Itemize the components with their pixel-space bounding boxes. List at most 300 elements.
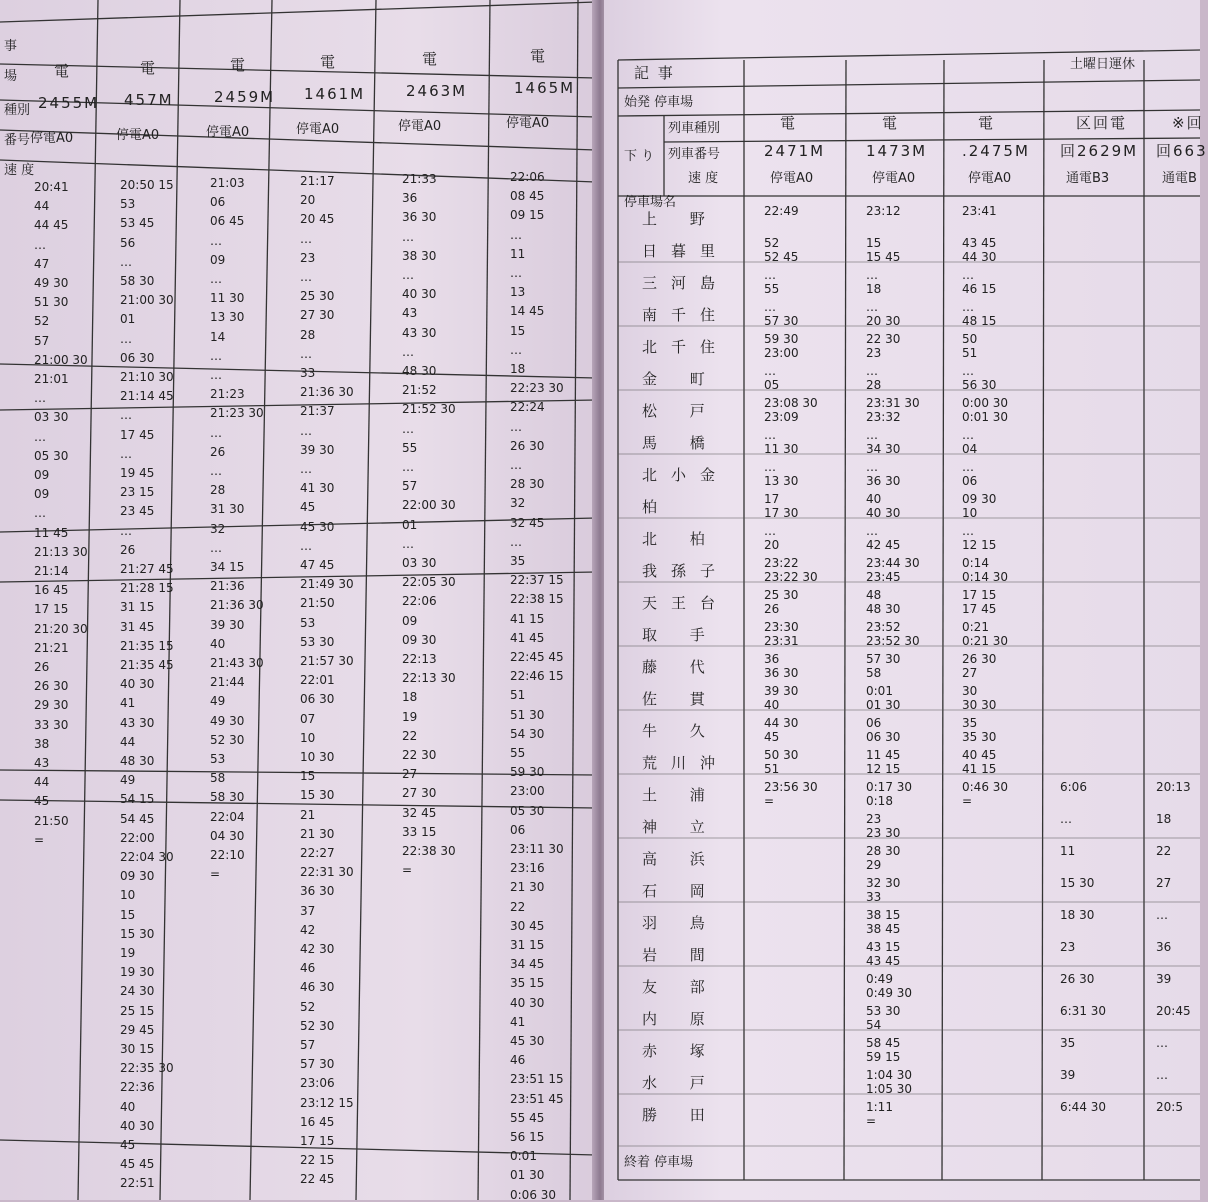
time-cell: 32 30 (866, 876, 901, 890)
time-cell: 18 30 (1060, 908, 1095, 922)
time-cell: 17 15 (300, 1134, 335, 1148)
left-header-label: 場 (4, 69, 18, 84)
time-cell: 39 30 (210, 617, 245, 632)
station-name: 天王台 (642, 594, 730, 612)
time-cell: … (402, 268, 414, 282)
time-cell: 40 30 (120, 1118, 155, 1133)
time-cell: 23:12 (866, 204, 901, 218)
time-cell: 06 (510, 822, 526, 837)
station-name: 日暮里 (642, 242, 730, 260)
time-cell: 51 30 (34, 295, 69, 310)
time-cell: 33 (866, 890, 882, 904)
time-cell: 23 30 (866, 826, 901, 840)
time-cell: 53 (300, 615, 316, 630)
time-cell: 22 (402, 728, 418, 743)
station-name: 内 原 (642, 1010, 719, 1028)
time-cell: 56 30 (962, 378, 997, 392)
time-cell: 1:05 30 (866, 1082, 913, 1096)
time-cell: 32 (510, 496, 526, 511)
time-cell: 52 (34, 314, 50, 329)
train-number: 2463M (406, 82, 468, 100)
time-cell: 20 (764, 538, 780, 552)
train-speed: 停電A0 (30, 131, 74, 146)
time-cell: 10 (120, 888, 136, 903)
time-cell: 57 (402, 479, 418, 494)
time-cell: 26 (34, 660, 50, 674)
time-cell: 26 (764, 602, 780, 616)
time-cell: 22:06 (510, 170, 545, 184)
time-cell: 22:13 30 (402, 671, 456, 686)
time-cell: 53 30 (300, 634, 335, 649)
time-cell: 13 30 (210, 310, 245, 325)
time-cell: 21 (300, 807, 316, 822)
time-cell: 43 45 (962, 236, 997, 250)
time-cell: 34 30 (866, 442, 901, 456)
time-cell: 21:14 (34, 564, 69, 578)
train-number: 2471M (764, 142, 826, 160)
train-speed: 停電A0 (506, 116, 550, 131)
time-cell: 32 45 (510, 515, 545, 530)
time-cell: 10 30 (300, 750, 335, 764)
time-cell: 41 15 (962, 762, 997, 776)
time-cell: 28 (300, 327, 316, 342)
time-cell: 46 30 (300, 980, 335, 995)
time-cell: 55 (402, 440, 418, 455)
time-cell: 22 (1156, 844, 1172, 858)
train-type: 電 (780, 114, 798, 132)
time-cell: … (300, 346, 312, 361)
time-cell: 44 45 (34, 218, 69, 233)
origin-label: 始発 停車場 (624, 95, 694, 110)
time-cell: 0:00 30 (962, 396, 1009, 410)
time-cell: 24 30 (120, 984, 155, 999)
time-cell: 49 30 (210, 713, 245, 728)
time-cell: 35 (1060, 1036, 1076, 1050)
time-cell: … (866, 524, 878, 538)
time-cell: 53 (120, 197, 136, 212)
time-cell: 08 45 (510, 189, 545, 204)
time-cell: … (1156, 1036, 1168, 1050)
train-type: ※回 (1172, 114, 1204, 132)
time-cell: 38 15 (866, 908, 901, 922)
train-number: 回2629M (1060, 142, 1139, 160)
time-cell: 38 45 (866, 922, 901, 936)
time-cell: 47 (34, 256, 50, 271)
station-name: 神 立 (642, 818, 719, 836)
time-cell: 36 (1156, 940, 1172, 954)
station-column-label: 停車場名 (624, 195, 677, 210)
time-cell: 22:04 30 (120, 850, 174, 864)
time-cell: 22:27 (300, 846, 335, 860)
time-cell: 22:35 30 (120, 1061, 174, 1076)
time-cell: 0:17 30 (866, 780, 913, 794)
time-cell: 23:00 (510, 784, 545, 799)
time-cell: 31 15 (120, 600, 155, 615)
time-cell: 48 30 (120, 754, 155, 768)
time-cell: 21:33 (402, 172, 437, 186)
time-cell: 55 45 (510, 1110, 545, 1125)
time-cell: 41 45 (510, 630, 545, 645)
station-name: 荒川沖 (642, 754, 730, 772)
time-cell: 57 (300, 1038, 316, 1052)
time-cell: 11 45 (866, 748, 901, 762)
time-cell: 6:44 30 (1060, 1100, 1107, 1114)
time-cell: 45 (120, 1138, 136, 1152)
time-cell: 36 30 (300, 884, 335, 899)
time-cell: 29 30 (34, 698, 69, 713)
time-cell: 47 45 (300, 558, 335, 572)
time-cell: 23:56 30 (764, 780, 818, 794)
time-cell: … (34, 429, 46, 444)
time-cell: 23:09 (764, 410, 799, 424)
time-cell: 22:38 30 (402, 844, 456, 858)
time-cell: 46 (510, 1053, 526, 1068)
time-cell: = (866, 1114, 877, 1128)
time-cell: 40 45 (962, 748, 997, 762)
time-cell: 49 30 (34, 276, 69, 290)
time-cell: 23 15 (120, 485, 155, 500)
time-cell: 26 (120, 542, 136, 557)
time-cell: … (962, 364, 974, 378)
time-cell: … (866, 460, 878, 474)
time-cell: … (962, 268, 974, 282)
right-page (604, 0, 1208, 1200)
time-cell: 36 30 (866, 474, 901, 488)
train-speed: 通電B3 (1066, 171, 1110, 186)
time-cell: 21:00 30 (120, 293, 174, 308)
time-cell: 36 (402, 191, 418, 206)
time-cell: 23:16 (510, 861, 545, 876)
time-cell: 22:24 (510, 400, 545, 415)
time-cell: … (510, 458, 522, 472)
time-cell: 41 15 (510, 611, 545, 626)
train-number: 1465M (514, 79, 576, 97)
time-cell: 15 (120, 907, 136, 922)
time-cell: 59 30 (510, 765, 545, 780)
time-cell: 30 30 (962, 698, 997, 712)
time-cell: 15 (866, 236, 882, 250)
time-cell: 21:23 30 (210, 406, 264, 421)
time-cell: … (300, 462, 312, 476)
time-cell: 52 30 (210, 732, 245, 747)
time-cell: 23:06 (300, 1076, 335, 1091)
time-cell: 22:38 15 (510, 592, 564, 607)
time-cell: … (34, 391, 46, 406)
time-cell: 57 30 (300, 1057, 335, 1072)
train-type: 電 (978, 114, 996, 132)
time-cell: … (764, 268, 776, 282)
time-cell: 1:04 30 (866, 1068, 913, 1082)
time-cell: 14 45 (510, 304, 545, 319)
time-cell: … (764, 364, 776, 378)
time-cell: 21:13 30 (34, 544, 88, 559)
time-cell: 27 30 (402, 786, 437, 801)
time-cell: 40 (764, 698, 780, 712)
time-cell: 45 30 (510, 1034, 545, 1048)
time-cell: 21:50 (34, 813, 69, 828)
time-cell: 28 30 (510, 477, 545, 492)
time-cell: 45 45 (120, 1157, 155, 1172)
time-cell: 39 (1060, 1068, 1076, 1082)
time-cell: … (210, 368, 222, 382)
time-cell: 48 (866, 588, 882, 602)
time-cell: 53 45 (120, 216, 155, 231)
time-cell: 48 30 (866, 602, 901, 616)
time-cell: 17 15 (962, 588, 997, 602)
time-cell: 43 45 (866, 954, 901, 968)
station-name: 三河島 (642, 274, 730, 292)
time-cell: … (510, 534, 522, 549)
time-cell: 21:00 30 (34, 352, 88, 367)
time-cell: 23:41 (962, 204, 997, 218)
train-speed: 停電A0 (872, 171, 916, 186)
time-cell: 45 (764, 730, 780, 744)
train-type: 電 (140, 59, 158, 77)
time-cell: 43 15 (866, 940, 901, 954)
station-name: 松 戸 (642, 402, 719, 420)
time-cell: 51 (764, 762, 780, 776)
time-cell: 39 30 (300, 442, 335, 457)
time-cell: 39 (1156, 972, 1172, 986)
station-name: 赤 塚 (642, 1042, 719, 1060)
time-cell: 45 30 (300, 519, 335, 534)
time-cell: 21:36 (210, 579, 245, 594)
time-cell: 17 15 (34, 602, 69, 617)
time-cell: 21:36 30 (300, 385, 354, 400)
time-cell: 36 30 (402, 210, 437, 225)
time-cell: 21:23 (210, 387, 245, 402)
time-cell: 42 45 (866, 538, 901, 552)
time-cell: 09 30 (120, 869, 155, 884)
time-cell: … (1060, 812, 1072, 826)
time-cell: 29 (866, 858, 882, 872)
time-cell: 04 30 (210, 828, 245, 843)
time-cell: 34 15 (210, 560, 245, 574)
train-number: 1473M (866, 142, 928, 160)
time-cell: 20 (300, 193, 316, 208)
time-cell: 56 (120, 235, 136, 250)
station-name: 柏 (642, 498, 672, 516)
station-name: 取 手 (642, 626, 719, 644)
time-cell: … (402, 460, 414, 474)
time-cell: 59 15 (866, 1050, 901, 1064)
time-cell: 35 15 (510, 976, 545, 991)
train-type: 電 (882, 114, 900, 132)
time-cell: 21:03 (210, 176, 245, 190)
time-cell: 22 30 (866, 332, 901, 346)
time-cell: 23:44 30 (866, 556, 920, 570)
time-cell: 22:10 (210, 848, 245, 862)
time-cell: 48 30 (402, 364, 437, 378)
station-name: 藤 代 (642, 658, 719, 676)
train-type: 電 (530, 47, 548, 65)
time-cell: 26 30 (510, 438, 545, 453)
time-cell: 0:49 (866, 972, 893, 986)
time-cell: … (962, 428, 974, 442)
time-cell: 0:21 (962, 620, 989, 634)
time-cell: … (402, 536, 414, 551)
time-cell: 52 (764, 236, 780, 250)
time-cell: … (210, 272, 222, 286)
time-cell: 26 (210, 444, 226, 459)
time-cell: 21:28 15 (120, 581, 174, 596)
time-cell: 23:08 30 (764, 396, 818, 410)
left-header-label: 事 (4, 39, 18, 54)
left-header-label: 速 度 (4, 163, 35, 178)
time-cell: 23 (1060, 940, 1076, 954)
time-cell: 03 30 (402, 556, 437, 570)
time-cell: 6:06 (1060, 780, 1087, 794)
time-cell: 11 30 (764, 442, 799, 456)
time-cell: 43 (402, 306, 418, 321)
time-cell: 20:50 15 (120, 178, 174, 192)
time-cell: 21:17 (300, 174, 335, 188)
time-cell: 06 30 (866, 730, 901, 744)
station-name: 土 浦 (642, 786, 719, 804)
time-cell: 16 45 (300, 1114, 335, 1129)
time-cell: 23:00 (764, 346, 799, 360)
time-cell: 40 30 (120, 677, 155, 692)
time-cell: 16 45 (34, 583, 69, 598)
time-cell: 22:49 (764, 204, 799, 218)
time-cell: 21:20 30 (34, 621, 88, 636)
time-cell: 23:12 15 (300, 1095, 354, 1110)
train-type: 電 (230, 56, 248, 74)
time-cell: 35 (962, 716, 978, 730)
time-cell: 54 (866, 1018, 882, 1032)
time-cell: 43 30 (120, 715, 155, 730)
time-cell: 01 (120, 312, 136, 327)
time-cell: 21:36 30 (210, 598, 264, 613)
time-cell: 06 (866, 716, 882, 730)
time-cell: 46 15 (962, 282, 997, 296)
time-cell: 30 (962, 684, 978, 698)
time-cell: 32 (210, 521, 226, 536)
time-cell: … (120, 331, 132, 346)
train-type: 電 (422, 50, 440, 68)
time-cell: 23:30 (764, 620, 799, 634)
time-cell: 25 30 (300, 289, 335, 304)
time-cell: 22 15 (300, 1153, 335, 1168)
time-cell: 57 (34, 333, 50, 348)
time-cell: … (1156, 908, 1168, 922)
time-cell: 22:04 (210, 809, 245, 824)
terminal-label: 終着 停車場 (624, 1155, 694, 1170)
time-cell: 36 (764, 652, 780, 666)
time-cell: 22:36 (120, 1080, 155, 1095)
time-cell: 30 45 (510, 918, 545, 933)
time-cell: … (34, 506, 46, 521)
time-cell: 28 30 (866, 844, 901, 858)
station-name: 牛 久 (642, 722, 719, 740)
time-cell: … (764, 428, 776, 442)
time-cell: 31 45 (120, 619, 155, 634)
time-cell: 09 (34, 468, 50, 482)
time-cell: 40 30 (510, 995, 545, 1010)
time-cell: 12 15 (962, 538, 997, 552)
time-cell: 10 (300, 730, 316, 745)
time-cell: 15 (300, 769, 316, 784)
time-cell: 23:31 30 (866, 396, 920, 410)
time-cell: 40 30 (402, 287, 437, 302)
time-cell: 26 30 (1060, 972, 1095, 986)
time-cell: 23:45 (866, 570, 901, 584)
time-cell: 57 30 (866, 652, 901, 666)
time-cell: 22:00 30 (402, 498, 456, 513)
time-cell: 06 30 (120, 350, 155, 365)
train-number: .2475M (962, 142, 1030, 160)
time-cell: … (300, 270, 312, 284)
time-cell: 43 (34, 756, 50, 770)
station-name: 我孫子 (642, 562, 730, 580)
time-cell: 58 (210, 771, 226, 786)
time-cell: 20 45 (300, 212, 335, 227)
time-cell: 40 (210, 636, 226, 651)
time-cell: 23 (866, 346, 882, 360)
time-cell: 15 30 (300, 788, 335, 803)
station-name: 南千住 (642, 306, 730, 324)
time-cell: 10 (962, 506, 978, 520)
time-cell: … (1156, 1068, 1168, 1082)
time-cell: 27 (1156, 876, 1172, 890)
time-cell: … (866, 300, 878, 314)
time-cell: 52 45 (764, 250, 799, 264)
time-cell: 21:50 (300, 596, 335, 611)
time-cell: 17 45 (120, 427, 155, 442)
time-cell: 15 30 (1060, 876, 1095, 890)
train-speed: 停電A0 (206, 125, 250, 140)
time-cell: 12 15 (866, 762, 901, 776)
time-cell: 09 (402, 613, 418, 628)
time-cell: 22:37 15 (510, 573, 564, 588)
time-cell: … (866, 364, 878, 378)
time-cell: 58 30 (210, 790, 245, 805)
time-cell: 22:46 15 (510, 669, 564, 684)
time-cell: 44 (34, 199, 50, 214)
time-cell: … (120, 523, 132, 538)
time-cell: 0:14 (962, 556, 989, 570)
time-cell: … (210, 425, 222, 440)
time-cell: 38 (34, 736, 50, 751)
station-name: 馬 橋 (642, 434, 719, 452)
time-cell: … (962, 460, 974, 474)
station-name: 佐 貫 (642, 690, 719, 708)
time-cell: 13 (510, 285, 526, 300)
time-cell: 21:01 (34, 372, 69, 386)
time-cell: 59 30 (764, 332, 799, 346)
time-cell: 19 (402, 709, 418, 724)
train-type: 区回電 (1076, 114, 1128, 132)
time-cell: 55 (764, 282, 780, 296)
time-cell: 33 (300, 366, 316, 380)
speed-label: 速 度 (688, 171, 719, 186)
time-cell: 21 30 (300, 826, 335, 841)
time-cell: 27 (962, 666, 978, 680)
station-name: 高 浜 (642, 850, 719, 868)
time-cell: 09 (34, 487, 50, 502)
time-cell: 38 30 (402, 248, 437, 263)
time-cell: 05 30 (34, 448, 69, 463)
time-cell: 23:51 15 (510, 1072, 564, 1087)
time-cell: … (510, 419, 522, 434)
time-cell: 21:21 (34, 640, 69, 655)
time-cell: … (120, 254, 132, 269)
time-cell: 53 (210, 752, 226, 766)
time-cell: 31 30 (210, 502, 245, 517)
train-speed: 停電A0 (398, 119, 442, 134)
time-cell: 51 (510, 688, 526, 703)
time-cell: 09 30 (402, 632, 437, 647)
